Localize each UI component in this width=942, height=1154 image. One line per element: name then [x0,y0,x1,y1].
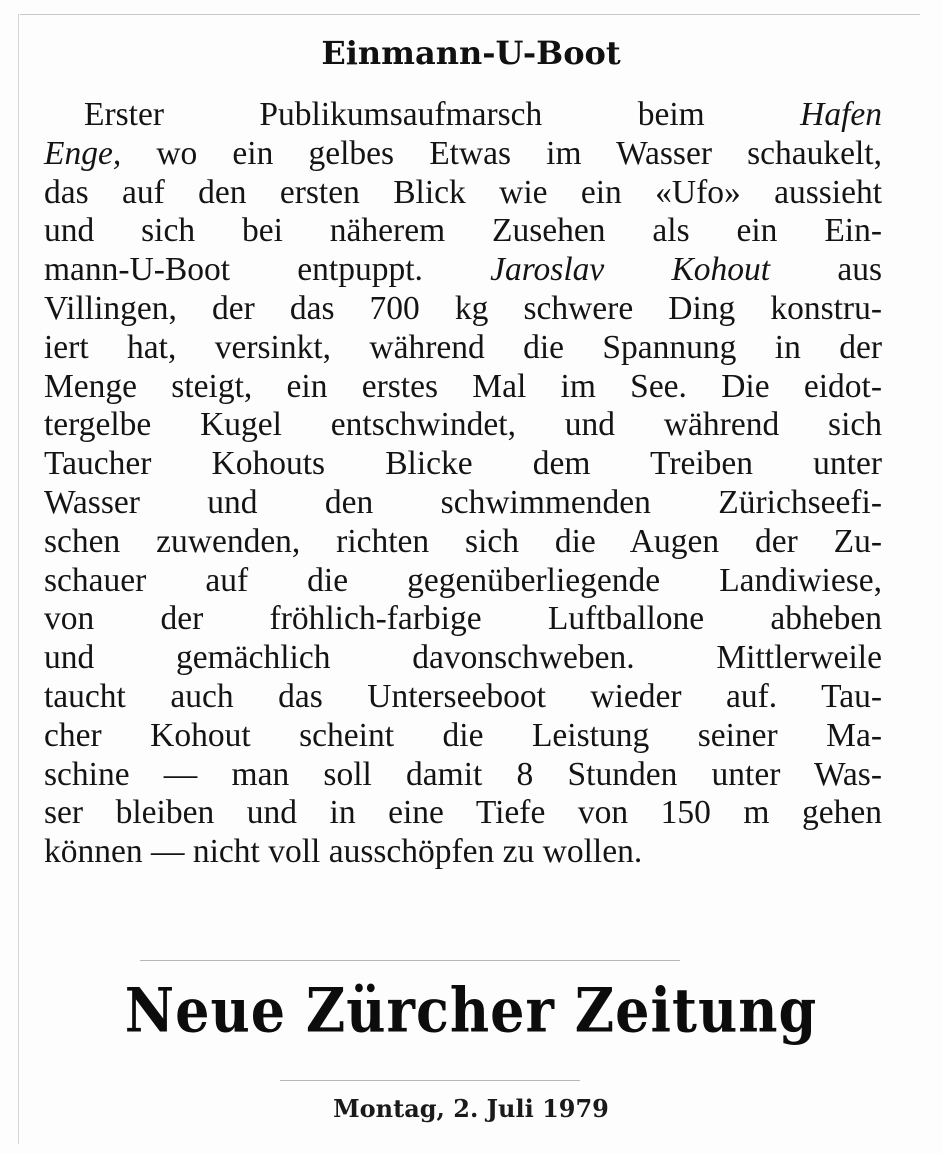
article-text: schauer auf die gegenüberliegende Landiwiese, [44,561,882,599]
article-line [44,445,882,484]
newspaper-masthead: Neue Zürcher Zeitung [124,974,818,1046]
article-emphasis: Hafen [800,96,882,133]
article-body [44,96,882,872]
article-line [44,212,882,251]
article-headline: Einmann-U-Boot [321,34,621,72]
divider-rule-upper [140,960,680,961]
article-text: und gemächlich davonschweben. Mittlerweile [44,639,882,677]
article-line [44,174,882,213]
article-text: tergelbe Kugel entschwindet, und während sich [44,406,882,444]
article-line [44,251,882,290]
article-text: mann-U-Boot entpuppt. [44,251,491,289]
article-line [44,678,882,717]
article-line [44,833,882,872]
article-line [44,368,882,407]
article-text: wo ein gelbes Etwas im Wasser schaukelt, [121,134,882,172]
article-text: schen zuwenden, richten sich die Augen der Zu- [44,522,882,560]
article-line [44,329,882,368]
article-text: taucht auch das Unterseeboot wieder auf. Tau- [44,677,882,715]
article-line [44,794,882,833]
article-text: und sich bei näherem Zusehen als ein Ein- [44,212,882,250]
article-text: iert hat, versinkt, während die Spannung in der [44,328,882,366]
article-line [44,756,882,795]
article-text: Menge steigt, ein erstes Mal im See. Die eidot- [44,367,882,405]
clipping-edge-top [20,14,920,15]
article-text: cher Kohout scheint die Leistung seiner Ma- [44,716,882,754]
article-text: Erster Publikumsaufmarsch beim [84,96,801,133]
publication-date: Montag, 2. Juli 1979 [333,1094,609,1123]
article-line [44,523,882,562]
divider-rule-lower [280,1080,580,1081]
article-emphasis: Jaroslav Kohout [490,251,771,289]
article-text: Taucher Kohouts Blicke dem Treiben unter [44,445,882,483]
article-line [44,406,882,445]
article-line [44,135,882,174]
article-line [44,96,882,135]
article-line [44,600,882,639]
article-text: von der fröhlich-farbige Luftballone abheben [44,600,882,638]
article-line [44,562,882,601]
article-line [44,290,882,329]
article-line [44,717,882,756]
article-text: aus [770,251,882,289]
article-text: können — nicht voll ausschöpfen zu wollen. [44,833,643,871]
article-text: schine — man soll damit 8 Stunden unter Was- [44,755,882,793]
article-text: das auf den ersten Blick wie ein «Ufo» aussieht [44,173,882,211]
article-line [44,639,882,678]
article-text: Villingen, der das 700 kg schwere Ding konstru- [44,289,882,327]
article-text: ser bleiben und in eine Tiefe von 150 m gehen [44,794,882,832]
article-text: Wasser und den schwimmenden Zürichseefi- [44,483,882,521]
article-line [44,484,882,523]
article-emphasis: Enge, [44,134,122,172]
